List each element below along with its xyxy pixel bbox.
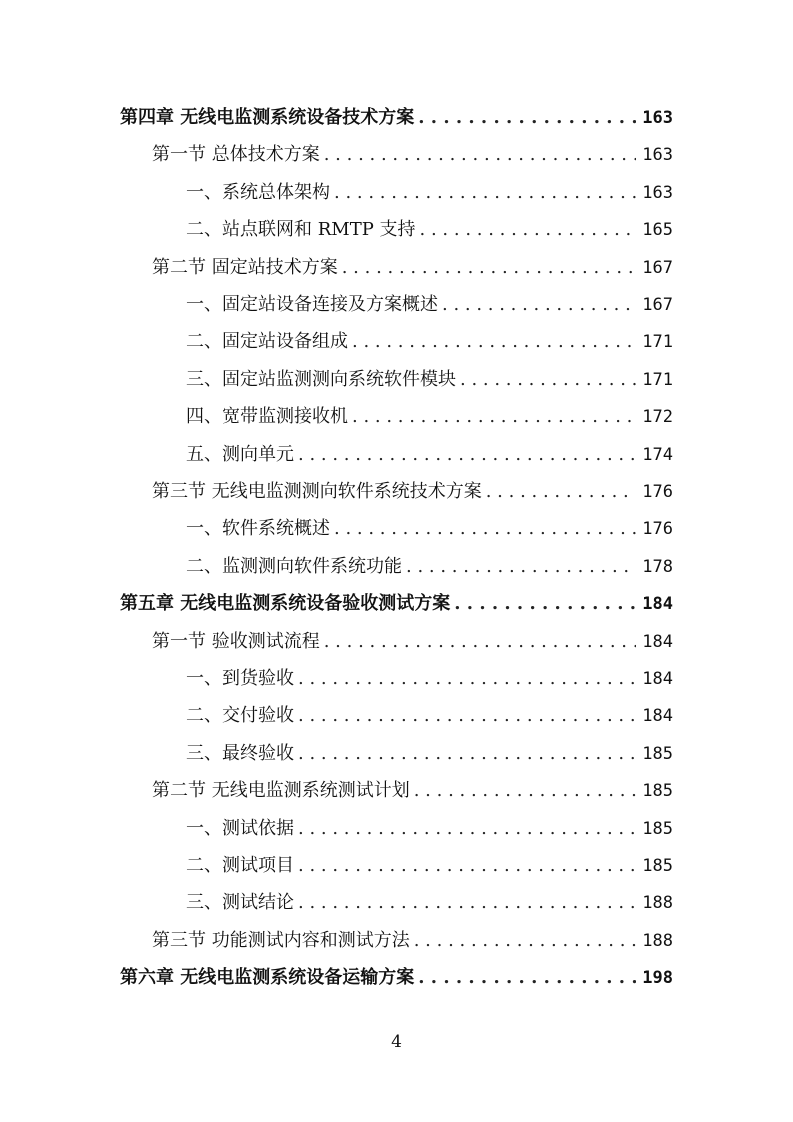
toc-entry-page: 198	[642, 968, 673, 989]
toc-dot-leader	[352, 323, 636, 360]
toc-entry[interactable]	[186, 211, 673, 248]
toc-entry-title: 一、软件系统概述	[186, 518, 330, 540]
toc-entry-page: 188	[642, 893, 673, 914]
toc-entry-title: 三、测试结论	[186, 892, 294, 914]
toc-dot-leader	[298, 810, 636, 847]
toc-entry-page: 171	[642, 332, 673, 353]
toc-entry-page: 185	[642, 781, 673, 802]
toc-dot-leader	[298, 436, 636, 473]
toc-entry-page: 176	[642, 482, 673, 502]
toc-entry-title: 第五章 无线电监测系统设备验收测试方案	[120, 593, 451, 615]
toc-entry-title: 一、固定站设备连接及方案概述	[186, 294, 438, 315]
toc-entry-title: 第二节 无线电监测系统测试计划	[152, 780, 410, 802]
toc-entry-title: 二、站点联网和 RMTP 支持	[186, 219, 416, 241]
toc-dot-leader	[442, 286, 636, 323]
toc-dot-leader	[334, 510, 636, 547]
toc-dot-leader	[454, 585, 636, 622]
toc-entry-title: 第六章 无线电监测系统设备运输方案	[120, 967, 415, 989]
toc-dot-leader	[298, 884, 636, 921]
toc-entry-page: 167	[642, 257, 673, 278]
toc-entry[interactable]	[186, 697, 673, 734]
toc-entry-page: 171	[642, 369, 673, 390]
toc-entry-title: 三、固定站监测测向系统软件模块	[186, 368, 456, 390]
toc-entry-title: 五、测向单元	[186, 443, 294, 465]
toc-entry-page: 184	[642, 594, 673, 615]
toc-entry-page: 165	[642, 220, 673, 241]
toc-entry-page: 184	[642, 706, 673, 727]
toc-entry-title: 第三节 无线电监测测向软件系统技术方案	[152, 481, 482, 502]
toc-entry-title: 一、测试依据	[186, 817, 294, 839]
toc-dot-leader	[298, 660, 636, 697]
toc-entry[interactable]	[186, 884, 673, 921]
toc-entry-page: 163	[642, 108, 673, 128]
toc-dot-leader	[406, 548, 636, 585]
toc-entry-title: 一、到货验收	[186, 668, 294, 689]
toc-entry-page: 163	[642, 145, 673, 166]
toc-dot-leader	[334, 174, 636, 211]
toc-dot-leader	[324, 136, 637, 173]
toc-dot-leader	[420, 211, 637, 248]
toc-entry-page: 185	[642, 818, 673, 839]
toc-entry[interactable]	[152, 473, 673, 510]
toc-entry-title: 第一节 总体技术方案	[152, 144, 320, 166]
toc-entry-page: 185	[642, 743, 673, 764]
toc-entry[interactable]	[152, 623, 673, 660]
toc-entry[interactable]	[186, 735, 673, 772]
toc-dot-leader	[352, 398, 636, 435]
toc-entry-page: 176	[642, 519, 673, 540]
toc-entry-title: 第四章 无线电监测系统设备技术方案	[120, 107, 415, 128]
toc-entry-title: 第三节 功能测试内容和测试方法	[152, 929, 410, 951]
toc-entry-title: 第二节 固定站技术方案	[152, 256, 338, 278]
toc-entry-title: 二、交付验收	[186, 705, 294, 727]
toc-entry-page: 167	[642, 295, 673, 315]
toc-entry-title: 四、宽带监测接收机	[186, 406, 348, 428]
toc-entry-title: 三、最终验收	[186, 742, 294, 764]
toc-dot-leader	[342, 249, 637, 286]
toc-entry[interactable]	[152, 772, 673, 809]
toc-dot-leader	[298, 847, 636, 884]
toc-entry-page: 185	[642, 856, 673, 876]
toc-entry[interactable]	[120, 959, 673, 996]
toc-entry[interactable]	[186, 286, 673, 323]
toc-entry[interactable]	[186, 847, 673, 884]
toc-dot-leader	[418, 99, 636, 136]
toc-entry-page: 163	[642, 182, 673, 203]
toc-entry-page: 178	[642, 556, 673, 577]
toc-entry[interactable]	[186, 398, 673, 435]
toc-dot-leader	[414, 922, 637, 959]
toc-entry[interactable]	[186, 323, 673, 360]
toc-dot-leader	[418, 959, 636, 996]
toc-entry-page: 172	[642, 407, 673, 428]
toc-dot-leader	[486, 473, 637, 510]
toc-entry-title: 第一节 验收测试流程	[152, 630, 320, 652]
toc-entry[interactable]	[186, 174, 673, 211]
toc-entry-title: 二、监测测向软件系统功能	[186, 555, 402, 577]
toc-dot-leader	[414, 772, 637, 809]
toc-entry[interactable]	[152, 922, 673, 959]
toc-entry-page: 188	[642, 930, 673, 951]
toc-entry[interactable]	[186, 660, 673, 697]
toc-entry[interactable]	[186, 510, 673, 547]
toc-entry[interactable]	[152, 249, 673, 286]
toc-entry[interactable]	[186, 436, 673, 473]
toc-entry[interactable]	[152, 136, 673, 173]
toc-entry-page: 184	[642, 631, 673, 652]
toc-entry-title: 二、固定站设备组成	[186, 331, 348, 353]
toc-entry[interactable]	[186, 361, 673, 398]
toc-dot-leader	[460, 361, 636, 398]
toc-entry-title: 一、系统总体架构	[186, 181, 330, 203]
toc-entry[interactable]	[120, 585, 673, 622]
toc-entry-page: 184	[642, 669, 673, 689]
toc-entry[interactable]	[186, 810, 673, 847]
page-number: 4	[391, 1032, 402, 1052]
toc-dot-leader	[298, 735, 636, 772]
toc-dot-leader	[324, 623, 637, 660]
toc-entry-page: 174	[642, 444, 673, 465]
toc-entry-title: 二、测试项目	[186, 855, 294, 876]
toc-entry[interactable]	[120, 99, 673, 136]
toc-entry[interactable]	[186, 548, 673, 585]
toc-dot-leader	[298, 697, 636, 734]
